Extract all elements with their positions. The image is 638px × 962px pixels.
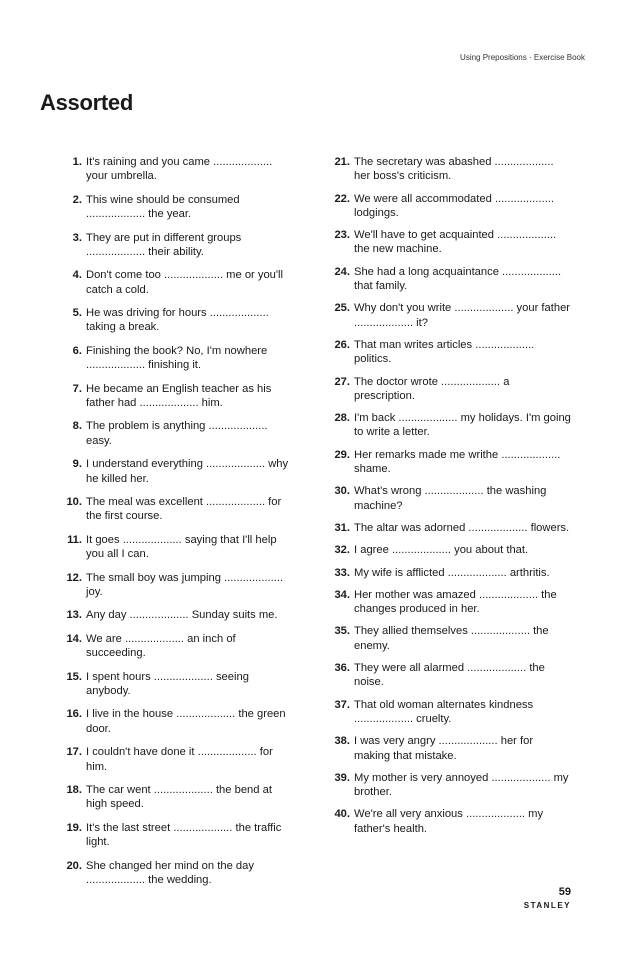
exercise-item [57,193,295,222]
exercise-number: 4. [72,269,82,282]
exercise-item [325,448,572,477]
exercise-sentence: We were all accommodated ................... lodgings. [354,192,554,219]
exercise-item [325,301,572,330]
exercise-item [325,661,572,690]
exercise-number: 3. [72,231,82,244]
exercise-item [57,457,295,486]
exercise-number: 30. [334,485,350,498]
exercise-item [57,533,295,562]
exercise-sentence: Finishing the book? No, I'm nowhere ................... finishing it. [86,344,268,372]
exercise-sentence: That old woman alternates kindness ................... cruelty. [354,698,534,725]
exercise-item [57,608,295,622]
exercise-sentence: The altar was adorned ................... flowers. [354,521,570,534]
exercise-number: 29. [334,448,350,461]
exercise-sentence: Why don't you write ................... your father ................... it? [354,302,571,329]
exercise-number: 6. [72,344,82,357]
exercise-item [57,344,295,373]
exercise-sentence: We'll have to get acquainted ................... the new machine. [354,229,557,256]
exercise-item [57,495,295,524]
exercise-item [325,411,572,440]
exercise-number: 12. [66,571,82,584]
exercise-number: 5. [72,307,82,320]
exercise-sentence: They are put in different groups ................... their ability. [86,231,242,258]
exercise-number: 21. [334,156,350,168]
exercise-number: 15. [66,670,82,683]
exercise-item [325,566,572,580]
exercise-number: 39. [334,771,350,784]
exercise-item [325,624,572,653]
exercise-sentence: What's wrong ................... the washing machine? [354,485,547,512]
exercise-number: 32. [334,544,350,557]
exercise-item [57,821,295,850]
exercise-number: 28. [334,412,350,425]
exercise-item [57,571,295,600]
exercise-sentence: He became an English teacher as his father had ................... him. [86,382,272,409]
page-number: 59 [558,886,571,898]
exercise-item [57,231,295,260]
exercise-number: 10. [66,496,82,509]
exercise-number: 20. [66,859,82,872]
exercise-sentence: Her mother was amazed ................... the changes produced in her. [354,588,557,616]
exercise-item [325,375,572,404]
exercise-item [57,632,295,661]
exercise-sentence: They allied themselves ................... the enemy. [354,625,549,652]
exercise-sentence: The meal was excellent ................... for the first course. [86,496,282,523]
exercise-item [325,698,572,727]
exercise-number: 11. [67,533,82,546]
exercise-number: 36. [334,662,350,675]
exercise-number: 31. [334,521,350,534]
exercise-sentence: The car went ................... the bend at high speed. [86,783,272,811]
exercise-sentence: I understand everything ................... why he killed her. [86,458,289,485]
exercise-item [325,807,572,836]
exercise-number: 17. [66,746,82,759]
exercise-number: 18. [66,783,82,796]
exercise-number: 25. [334,302,350,315]
exercise-sentence: She changed her mind on the day ................... the wedding. [86,859,254,886]
exercise-sentence: He was driving for hours ................... taking a break. [86,307,269,334]
exercise-item [57,268,295,297]
exercise-column-left [57,155,295,896]
exercise-number: 35. [334,625,350,638]
exercise-item [325,771,572,800]
exercise-number: 24. [334,265,350,278]
exercise-item [57,859,295,888]
exercise-sentence: That man writes articles ................... politics. [354,338,535,366]
exercise-item [325,588,572,617]
exercise-item [57,382,295,411]
exercise-number: 2. [72,193,82,206]
exercise-sentence: Her remarks made me writhe ................... shame. [354,448,561,476]
exercise-item [57,783,295,812]
exercise-number: 38. [334,735,350,748]
exercise-item [325,155,572,184]
exercise-number: 14. [66,632,82,645]
exercise-sentence: I spent hours ................... seeing anybody. [86,670,249,697]
exercise-item [325,734,572,763]
exercise-number: 37. [334,698,350,711]
exercise-sentence: It's raining and you came ................... your umbrella. [86,156,273,183]
exercise-number: 8. [72,420,82,433]
exercise-item [57,155,295,184]
exercise-column-right [325,155,572,844]
exercise-sentence: Don't come too ................... me or you'll catch a cold. [86,269,284,296]
exercise-item [57,419,295,448]
exercise-sentence: This wine should be consumed ................... the year. [86,193,240,221]
exercise-sentence: The doctor wrote ................... a prescription. [354,375,510,402]
exercise-sentence: It's the last street ................... the traffic light. [86,821,282,849]
exercise-item [325,521,572,535]
exercise-sentence: I was very angry ................... her for making that mistake. [354,735,534,762]
exercise-sentence: My wife is afflicted ................... arthritis. [354,566,550,579]
exercise-sentence: Any day ................... Sunday suits me. [86,609,278,622]
exercise-number: 27. [334,375,350,388]
exercise-number: 1. [72,156,82,168]
exercise-item [325,338,572,367]
exercise-sentence: I couldn't have done it ................... for him. [86,746,273,773]
exercise-sentence: The small boy was jumping ................... joy. [86,571,284,598]
exercise-number: 23. [334,229,350,242]
publisher-brand: STANLEY [523,901,571,910]
exercise-number: 22. [334,192,350,205]
exercise-sentence: She had a long acquaintance ................... that family. [354,265,562,293]
exercise-number: 9. [72,458,82,471]
exercise-sentence: They were all alarmed ................... the noise. [354,662,545,689]
exercise-sentence: We are ................... an inch of succeeding. [86,632,236,660]
exercise-item [57,707,295,736]
exercise-item [325,484,572,513]
exercise-item [325,543,572,557]
exercise-number: 7. [72,382,82,395]
exercise-number: 34. [334,588,350,601]
exercise-item [57,670,295,699]
exercise-item [325,192,572,221]
running-header: Using Prepositions · Exercise Book [460,53,585,62]
exercise-sentence: It goes ................... saying that I'll help you all I can. [86,533,277,561]
exercise-sentence: The secretary was abashed ................... her boss's criticism. [354,156,554,183]
exercise-number: 13. [66,609,82,622]
exercise-item [57,306,295,335]
exercise-item [325,265,572,294]
section-title: Assorted [40,90,133,115]
exercise-sentence: I'm back ................... my holidays. I'm going to write a letter. [354,412,571,439]
exercise-sentence: I agree ................... you about that. [354,544,529,557]
exercise-item [57,745,295,774]
exercise-item [325,228,572,257]
exercise-number: 19. [66,821,82,834]
exercise-number: 40. [334,808,350,821]
exercise-sentence: We're all very anxious ................... my father's health. [354,808,544,835]
exercise-number: 26. [334,338,350,351]
exercise-number: 33. [334,566,350,579]
exercise-sentence: My mother is very annoyed ................... my brother. [354,771,569,799]
exercise-sentence: The problem is anything ................... easy. [86,420,268,447]
exercise-sentence: I live in the house ................... the green door. [86,708,286,735]
exercise-number: 16. [66,708,82,721]
